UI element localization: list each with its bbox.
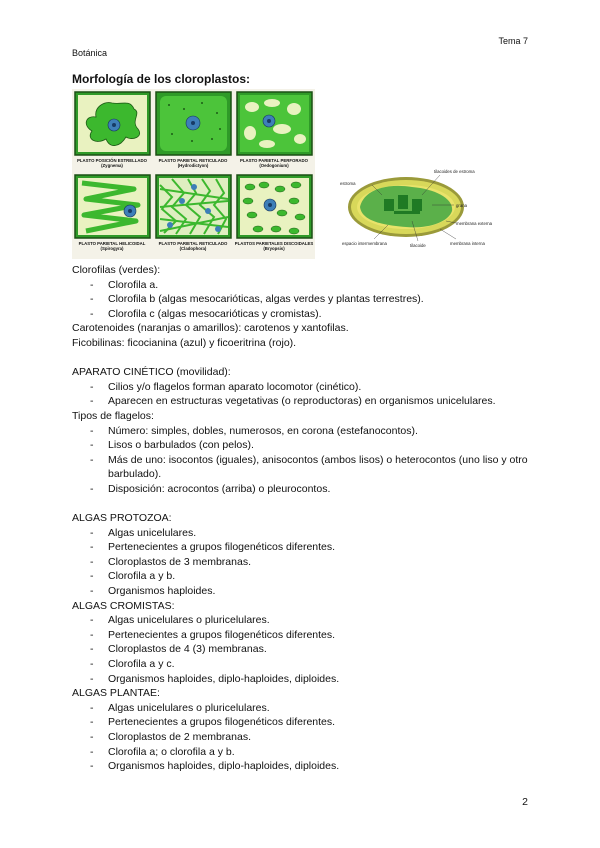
cromistas-list — [72, 613, 532, 686]
subcaption-helical: (Spirogyra) — [100, 246, 124, 251]
chloroplast-diagram — [336, 165, 496, 257]
list-item: - Disposición: acrocontos (arriba) o pleurocontos. — [72, 482, 532, 497]
caption-mesh: PLASTO PARIETAL RETICULADO — [158, 241, 228, 246]
list-item: - Cloroplastos de 2 membranas. — [72, 730, 532, 745]
list-item: - Clorofila c (algas mesocarióticas y cromistas). — [72, 307, 532, 322]
list-item: - Organismos haploides, diplo-haploides, diploides. — [72, 759, 532, 774]
clorofilas-heading: Clorofilas (verdes): — [72, 264, 161, 276]
list-item: - Clorofila a y c. — [72, 657, 532, 672]
label-membrana-externa: membrana externa — [456, 221, 493, 226]
subcaption-discoid: (Bryopsis) — [263, 246, 285, 251]
carotenoides-line: Carotenoides (naranjas o amarillos): carotenos y xantofilas. — [72, 322, 349, 335]
panel-mesh — [156, 175, 231, 238]
caption-perforated: PLASTO PARIETAL PERFORADO — [240, 158, 308, 163]
list-item: - Algas unicelulares o pluricelulares. — [72, 613, 532, 628]
list-item: - Algas unicelulares. — [72, 526, 532, 541]
list-item: - Pertenecientes a grupos filogenéticos diferentes. — [72, 628, 532, 643]
subcaption-mesh: (Cladophora) — [179, 246, 207, 251]
ficobilinas-line: Ficobilinas: ficocianina (azul) y ficoeritrina (rojo). — [72, 336, 297, 349]
list-item: - Clorofila b (algas mesocarióticas, algas verdes y plantas terrestres). — [72, 292, 532, 307]
label-tilacoide: tilacoide — [410, 243, 426, 248]
list-item: - Algas unicelulares o pluricelulares. — [72, 701, 532, 716]
header-subject: Botánica — [72, 48, 108, 58]
label-estroma: estroma — [340, 181, 356, 186]
subcaption-reticulate: (Hydrodictyon) — [177, 163, 209, 168]
list-item: - Más de uno: isocontos (iguales), anisocontos (ambos lisos) o heterocontos (uno liso y otro barbulado). — [72, 453, 532, 482]
list-item: - Organismos haploides. — [72, 584, 532, 599]
page-number: 2 — [522, 796, 528, 808]
list-item: - Cloroplastos de 3 membranas. — [72, 555, 532, 570]
aparato-heading: APARATO CINÉTICO (movilidad): — [72, 366, 231, 379]
plantae-heading: ALGAS PLANTAE: — [72, 687, 160, 700]
plantae-list — [72, 701, 532, 774]
label-grana: grana — [456, 203, 467, 208]
list-item: - Cilios y/o flagelos forman aparato locomotor (cinético). — [72, 380, 532, 395]
protozoa-list — [72, 526, 532, 599]
list-item: - Clorofila a. — [72, 278, 532, 293]
list-item: - Pertenecientes a grupos filogenéticos diferentes. — [72, 715, 532, 730]
flagelos-list — [72, 424, 532, 497]
panel-helical — [75, 175, 150, 238]
label-tilacoides: tilacoides de estroma — [434, 169, 475, 174]
panel-reticulate — [156, 92, 231, 155]
page-title: Morfología de los cloroplastos: — [72, 72, 251, 86]
panel-perforated — [237, 92, 312, 155]
caption-stellate: PLASTO POSICIÓN ESTRELLADO — [77, 158, 147, 163]
panel-discoid — [237, 175, 312, 238]
main-content — [72, 263, 532, 774]
clorofilas-list — [72, 278, 532, 322]
list-item: - Cloroplastos de 4 (3) membranas. — [72, 642, 532, 657]
list-item: - Clorofila a; o clorofila a y b. — [72, 745, 532, 760]
list-item: - Pertenecientes a grupos filogenéticos diferentes. — [72, 540, 532, 555]
panel-stellate — [75, 92, 150, 155]
caption-reticulate: PLASTO PARIETAL RETICULADO — [158, 158, 228, 163]
list-item: - Organismos haploides, diplo-haploides, diploides. — [72, 672, 532, 687]
label-membrana-interna: membrana interna — [450, 241, 485, 246]
caption-helical: PLASTO PARIETAL HELICOIDAL — [78, 241, 146, 246]
list-item: - Lisos o barbulados (con pelos). — [72, 438, 532, 453]
list-item: - Clorofila a y b. — [72, 569, 532, 584]
subcaption-perforated: (Oedogonium) — [259, 163, 289, 168]
flagelos-heading: Tipos de flagelos: — [72, 409, 154, 422]
subcaption-stellate: (Zygnema) — [101, 163, 123, 168]
plastid-morphology-figure — [72, 89, 315, 259]
header-topic: Tema 7 — [498, 36, 528, 46]
aparato-list — [72, 380, 532, 409]
cromistas-heading: ALGAS CROMISTAS: — [72, 599, 175, 612]
caption-discoid: PLASTOS PARIETALES DISCOIDALES — [234, 241, 314, 246]
list-item: - Número: simples, dobles, numerosos, en corona (estefanocontos). — [72, 424, 532, 439]
label-espacio: espacio intermembrana — [342, 241, 387, 246]
list-item: - Aparecen en estructuras vegetativas (o reproductoras) en organismos unicelulares. — [72, 394, 532, 409]
protozoa-heading: ALGAS PROTOZOA: — [72, 512, 172, 525]
